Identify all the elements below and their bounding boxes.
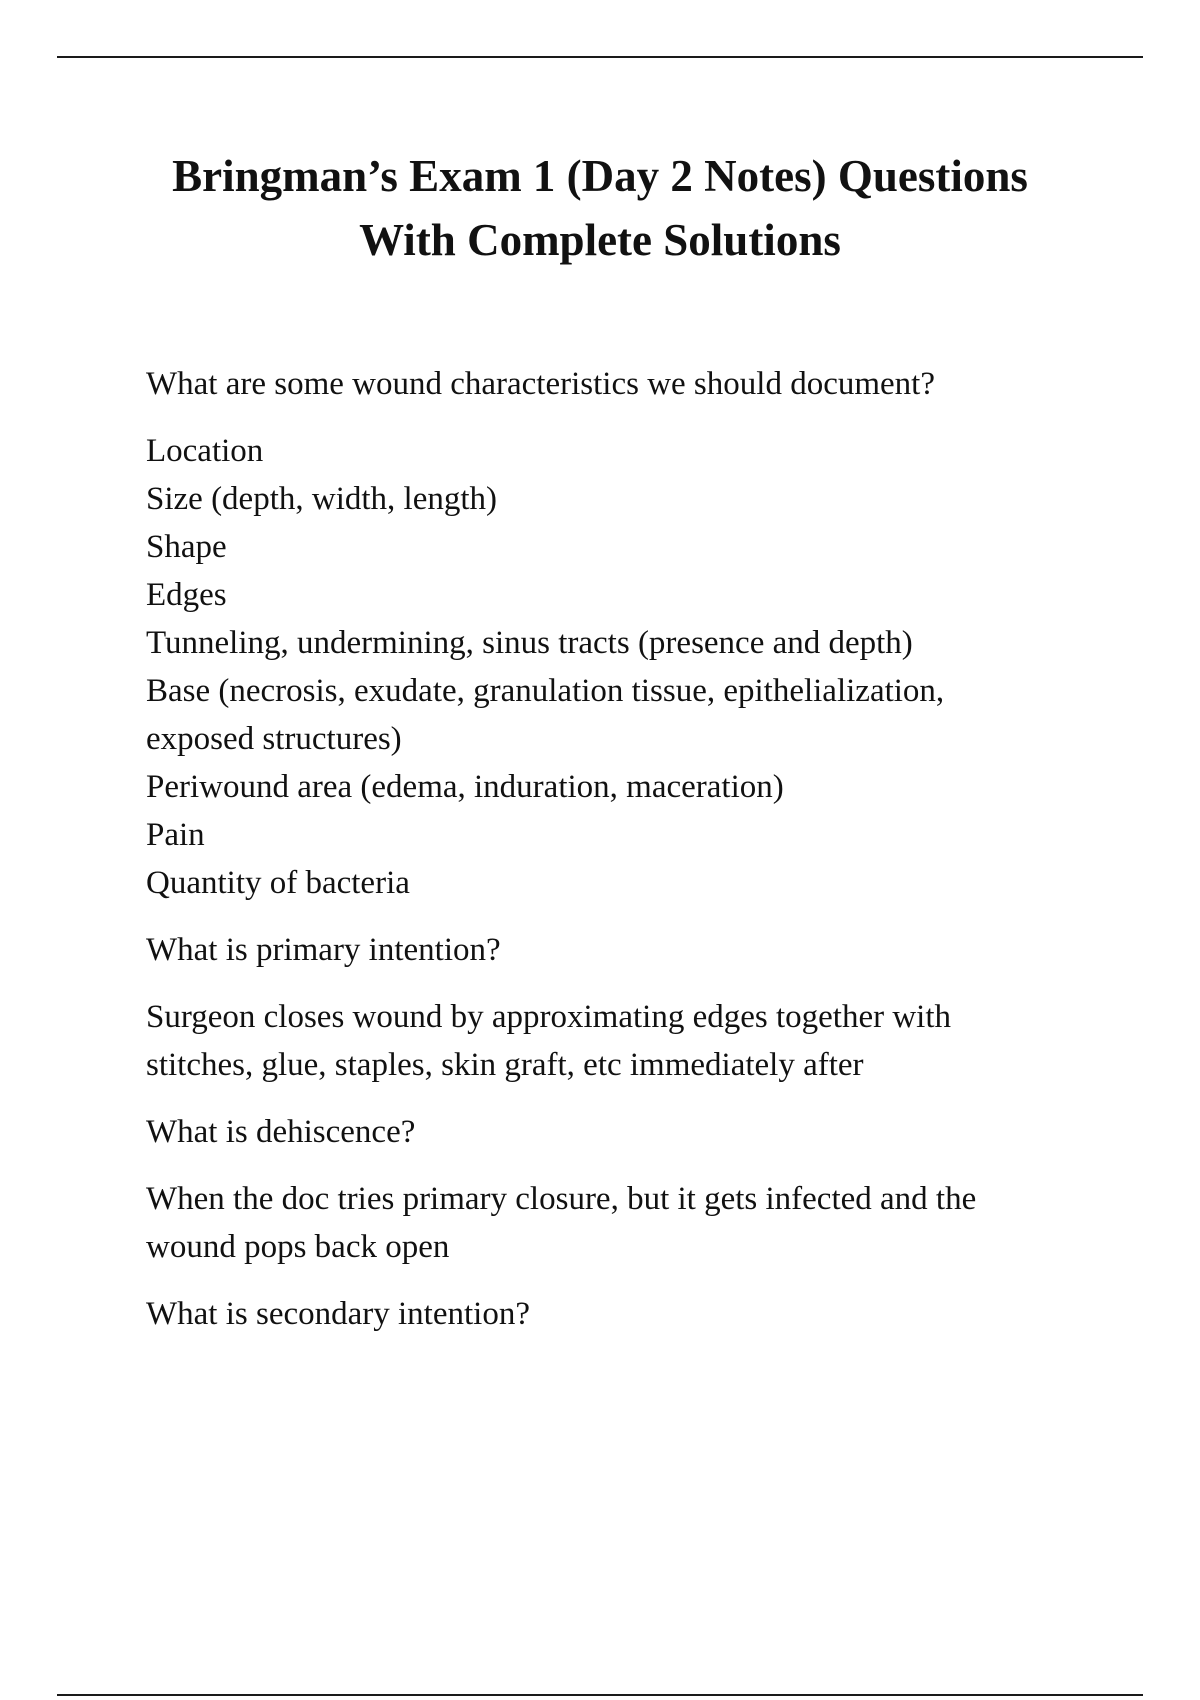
answer bbox=[146, 993, 1106, 1089]
answer-line: Size (depth, width, length) bbox=[146, 481, 498, 517]
answer-line: wound pops back open bbox=[146, 1229, 450, 1265]
question bbox=[146, 360, 1106, 408]
answer-line: Pain bbox=[146, 817, 205, 853]
answer bbox=[146, 427, 1106, 907]
answer-line: stitches, glue, staples, skin graft, etc immediately after bbox=[146, 1047, 864, 1083]
answer bbox=[146, 1175, 1106, 1271]
question bbox=[146, 1290, 1106, 1338]
answer-line: When the doc tries primary closure, but it gets infected and the bbox=[146, 1181, 977, 1217]
question-text: What are some wound characteristics we should document? bbox=[146, 366, 935, 402]
answer-line: Shape bbox=[146, 529, 227, 565]
question bbox=[146, 1108, 1106, 1156]
bottom-rule bbox=[57, 1694, 1143, 1696]
document-body bbox=[146, 360, 1106, 1357]
question-text: What is primary intention? bbox=[146, 932, 501, 968]
answer-line: Edges bbox=[146, 577, 227, 613]
answer-line: Location bbox=[146, 433, 264, 469]
title-line: Bringman’s Exam 1 (Day 2 Notes) Questions bbox=[172, 151, 1028, 201]
title-line: With Complete Solutions bbox=[359, 215, 841, 265]
question-text: What is secondary intention? bbox=[146, 1296, 530, 1332]
answer-line: Quantity of bacteria bbox=[146, 865, 410, 901]
question bbox=[146, 926, 1106, 974]
answer-line: Base (necrosis, exudate, granulation tissue, epithelialization, bbox=[146, 673, 945, 709]
answer-line: Periwound area (edema, induration, maceration) bbox=[146, 769, 784, 805]
top-rule bbox=[57, 56, 1143, 58]
document-title bbox=[100, 144, 1100, 272]
answer-line: Tunneling, undermining, sinus tracts (presence and depth) bbox=[146, 625, 913, 661]
answer-line: exposed structures) bbox=[146, 721, 402, 757]
answer-line: Surgeon closes wound by approximating edges together with bbox=[146, 999, 952, 1035]
question-text: What is dehiscence? bbox=[146, 1114, 416, 1150]
